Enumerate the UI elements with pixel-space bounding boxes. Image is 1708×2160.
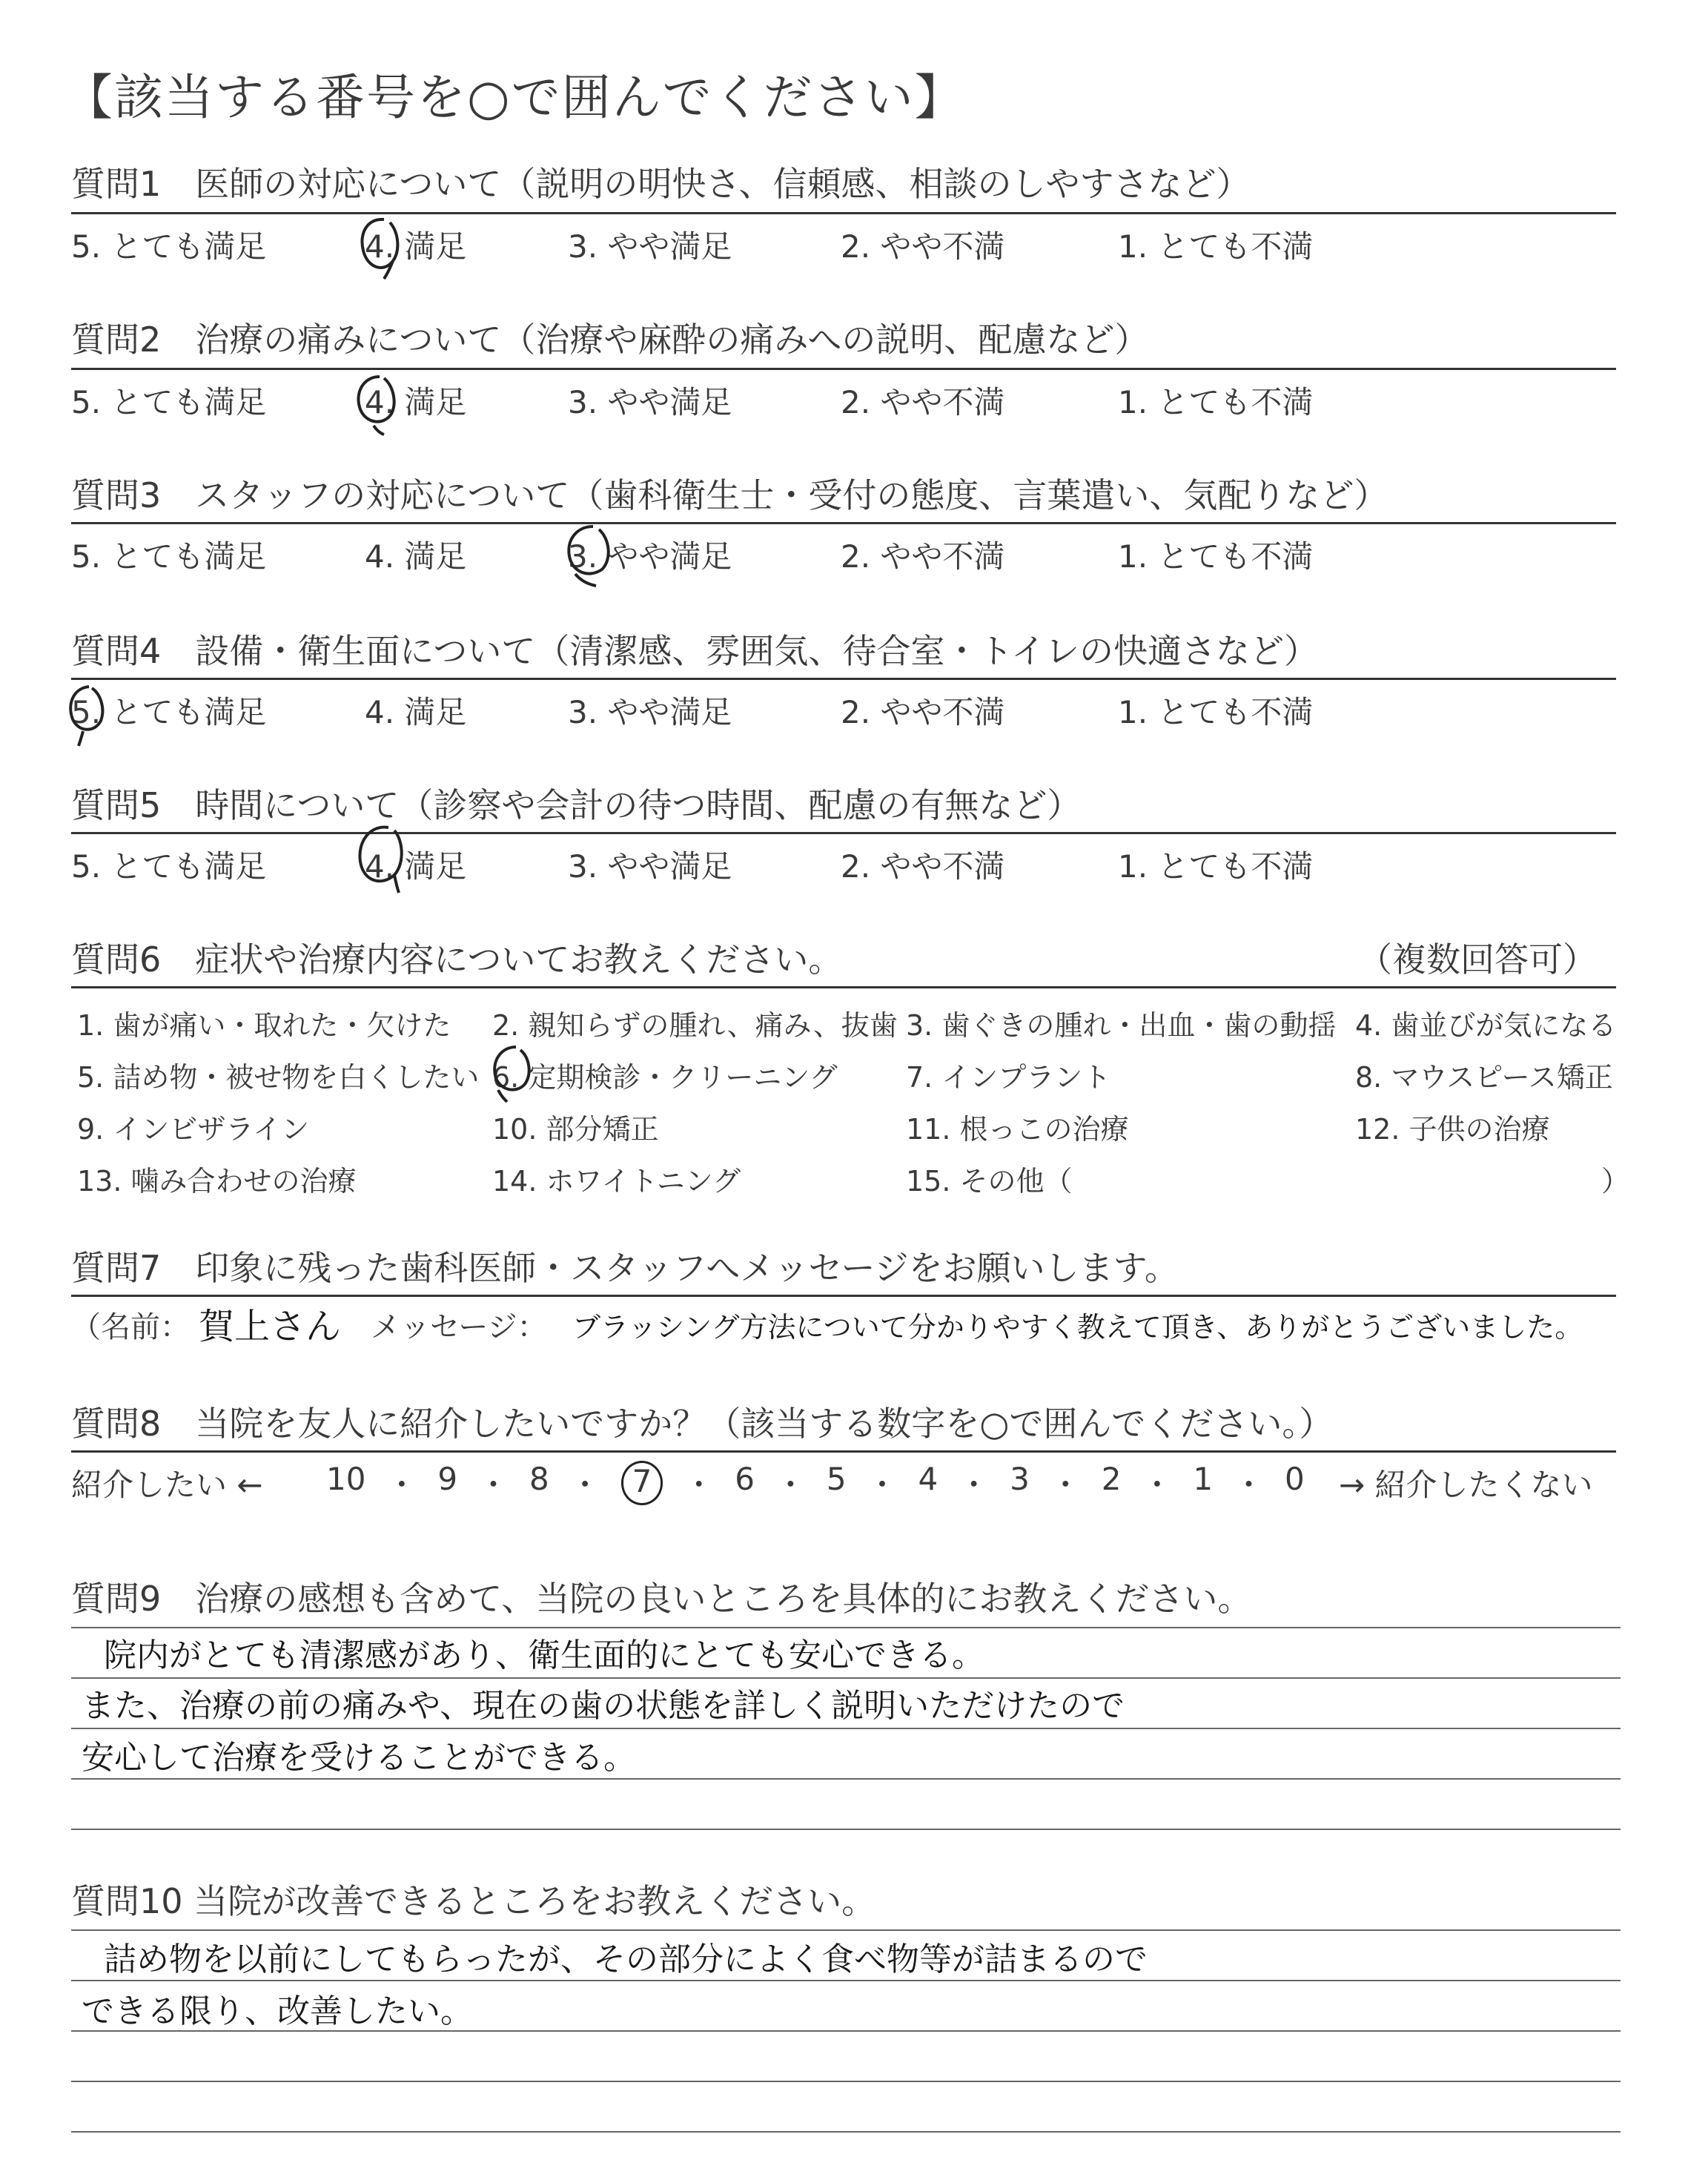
q6-item-6[interactable]: 6. 定期検診・クリーニング [492, 1061, 838, 1094]
q7-message-label: メッセージ： [371, 1310, 547, 1344]
q4-option-4[interactable]: 4. 満足 [365, 694, 467, 730]
question-4-title: 質問4 設備・衛生面について（清潔感、雰囲気、待合室・トイレの快適さなど） [71, 631, 1319, 671]
q1-option-1[interactable]: 1. とても不満 [1118, 228, 1314, 265]
q10-line-4 [71, 2081, 1621, 2082]
q5-option-3[interactable]: 3. やや満足 [568, 848, 732, 885]
q7-message-value[interactable]: ブラッシング方法について分かりやすく教えて頂き、ありがとうございました。 [572, 1311, 1583, 1344]
question-4-rule [71, 678, 1616, 680]
question-2-title: 質問2 治療の痛みについて（治療や麻酔の痛みへの説明、配慮など） [71, 320, 1149, 360]
q1-option-2[interactable]: 2. やや不満 [841, 228, 1005, 265]
q9-line-4 [71, 1778, 1621, 1780]
q5-option-2[interactable]: 2. やや不満 [841, 848, 1005, 885]
question-6-title: 質問6 症状や治療内容についてお教えください。 [71, 939, 843, 980]
q6-item-12[interactable]: 12. 子供の治療 [1355, 1113, 1550, 1146]
q2-option-2[interactable]: 2. やや不満 [841, 384, 1005, 420]
q8-number-10[interactable]: 10 [326, 1461, 366, 1497]
q1-option-3[interactable]: 3. やや満足 [568, 228, 732, 265]
q8-dot: ・ [683, 1467, 715, 1503]
q6-item-3[interactable]: 3. 歯ぐきの腫れ・出血・歯の動揺 [906, 1009, 1337, 1042]
q5-option-4[interactable]: 4. 満足 [365, 848, 467, 885]
q8-dot: ・ [569, 1467, 601, 1503]
q6-item-11[interactable]: 11. 根っこの治療 [906, 1113, 1129, 1146]
q10-line-5 [71, 2131, 1621, 2133]
q9-answer-line-3[interactable]: 安心して治療を受けることができる。 [82, 1739, 636, 1777]
q8-number-9[interactable]: 9 [437, 1461, 458, 1497]
q6-item-2[interactable]: 2. 親知らずの腫れ、痛み、抜歯 [492, 1009, 898, 1042]
q6-item-13[interactable]: 13. 噛み合わせの治療 [77, 1165, 357, 1198]
q10-line-2 [71, 1980, 1621, 1981]
q4-answer-circle-mark [62, 681, 122, 747]
q5-option-5[interactable]: 5. とても満足 [71, 848, 267, 885]
q8-dot: ・ [477, 1467, 509, 1503]
q8-dot: ・ [775, 1467, 807, 1503]
q6-item-10[interactable]: 10. 部分矯正 [492, 1113, 659, 1146]
q8-dot: ・ [958, 1467, 990, 1503]
q1-option-5[interactable]: 5. とても満足 [71, 228, 267, 265]
question-8-title: 質問8 当院を友人に紹介したいですか？（該当する数字を○で囲んでください。） [71, 1404, 1334, 1444]
q6-other-close-paren: ） [1601, 1165, 1630, 1198]
question-9-title: 質問9 治療の感想も含めて、当院の良いところを具体的にお教えください。 [71, 1579, 1252, 1619]
q4-option-1[interactable]: 1. とても不満 [1118, 694, 1314, 730]
q9-line-5 [71, 1829, 1621, 1830]
q8-number-6[interactable]: 6 [735, 1461, 755, 1497]
q8-dot: ・ [1141, 1467, 1173, 1503]
q6-item-8[interactable]: 8. マウスピース矯正 [1355, 1061, 1613, 1094]
q8-dot: ・ [1050, 1467, 1082, 1503]
question-7-title: 質問7 印象に残った歯科医師・スタッフへメッセージをお願いします。 [71, 1248, 1179, 1288]
question-7-rule [71, 1295, 1616, 1297]
q6-item-1[interactable]: 1. 歯が痛い・取れた・欠けた [77, 1009, 451, 1042]
question-8-rule [71, 1450, 1616, 1453]
question-6-rule [71, 986, 1616, 988]
q1-answer-circle-mark [354, 214, 414, 280]
q10-answer-line-1[interactable]: 詰め物を以前にしてもらったが、その部分によく食べ物等が詰まるので [104, 1941, 1148, 1978]
q2-option-1[interactable]: 1. とても不満 [1118, 384, 1314, 420]
q10-answer-line-2[interactable]: できる限り、改善したい。 [82, 1992, 473, 2030]
q3-option-5[interactable]: 5. とても満足 [71, 538, 267, 575]
q10-line-1 [71, 1929, 1621, 1931]
question-3-rule [71, 522, 1616, 524]
survey-heading: 【該当する番号を○で囲んでください】 [64, 69, 965, 126]
q3-option-4[interactable]: 4. 満足 [365, 538, 467, 575]
q6-item-14[interactable]: 14. ホワイトニング [492, 1165, 741, 1198]
question-5-title: 質問5 時間について（診察や会計の待つ時間、配慮の有無など） [71, 785, 1082, 825]
q8-number-1[interactable]: 1 [1193, 1461, 1214, 1497]
q2-option-4[interactable]: 4. 満足 [365, 384, 467, 420]
q6-item-7[interactable]: 7. インプラント [906, 1061, 1111, 1094]
q3-answer-circle-mark [559, 522, 626, 589]
question-3-title: 質問3 スタッフの対応について（歯科衛生士・受付の態度、言葉遣い、気配りなど） [71, 475, 1388, 515]
q7-name-label: （名前： [71, 1310, 190, 1344]
question-5-rule [71, 832, 1616, 834]
q8-number-4[interactable]: 4 [918, 1461, 939, 1497]
q8-number-7[interactable]: 7 [621, 1461, 663, 1505]
q9-answer-line-2[interactable]: また、治療の前の痛みや、現在の歯の状態を詳しく説明いただけたので [82, 1687, 1125, 1725]
q1-option-4[interactable]: 4. 満足 [365, 228, 467, 265]
q3-option-1[interactable]: 1. とても不満 [1118, 538, 1314, 575]
q6-item-15[interactable]: 15. その他（ [906, 1165, 1073, 1198]
q6-answer-circle-mark [486, 1041, 546, 1103]
q5-option-1[interactable]: 1. とても不満 [1118, 848, 1314, 885]
q2-answer-circle-mark [351, 371, 411, 437]
question-1-title: 質問1 医師の対応について（説明の明快さ、信頼感、相談のしやすさなど） [71, 164, 1251, 204]
q7-name-value[interactable]: 賀上さん [199, 1306, 342, 1347]
q6-item-4[interactable]: 4. 歯並びが気になる [1355, 1009, 1617, 1042]
q4-option-3[interactable]: 3. やや満足 [568, 694, 732, 730]
q8-left-label: 紹介したい ← [71, 1467, 263, 1503]
q9-answer-line-1[interactable]: 院内がとても清潔感があり、衛生面的にとても安心できる。 [104, 1636, 984, 1674]
q5-answer-circle-mark [351, 822, 418, 896]
q8-right-label: → 紹介したくない [1339, 1467, 1593, 1503]
q8-number-0[interactable]: 0 [1284, 1461, 1305, 1497]
q6-item-5[interactable]: 5. 詰め物・被せ物を白くしたい [77, 1061, 480, 1094]
q8-dot: ・ [385, 1467, 417, 1503]
question-6-note: （複数回答可） [1358, 939, 1597, 980]
q9-line-3 [71, 1728, 1621, 1729]
question-10-title: 質問10 当院が改善できるところをお教えください。 [71, 1881, 876, 1921]
q3-option-2[interactable]: 2. やや不満 [841, 538, 1005, 575]
q8-dot: ・ [867, 1467, 898, 1503]
q8-dot: ・ [1233, 1467, 1265, 1503]
q3-option-3[interactable]: 3. やや満足 [568, 538, 732, 575]
q8-number-5[interactable]: 5 [826, 1461, 847, 1497]
q2-option-5[interactable]: 5. とても満足 [71, 384, 267, 420]
question-2-rule [71, 368, 1616, 370]
q4-option-2[interactable]: 2. やや不満 [841, 694, 1005, 730]
q8-number-2[interactable]: 2 [1101, 1461, 1122, 1497]
q4-option-5[interactable]: 5. とても満足 [71, 694, 267, 730]
q8-number-3[interactable]: 3 [1010, 1461, 1030, 1497]
q2-option-3[interactable]: 3. やや満足 [568, 384, 732, 420]
q8-number-8[interactable]: 8 [529, 1461, 549, 1497]
question-1-rule [71, 212, 1616, 214]
q8-scale [326, 1461, 1305, 1505]
q6-item-9[interactable]: 9. インビザライン [77, 1113, 310, 1146]
